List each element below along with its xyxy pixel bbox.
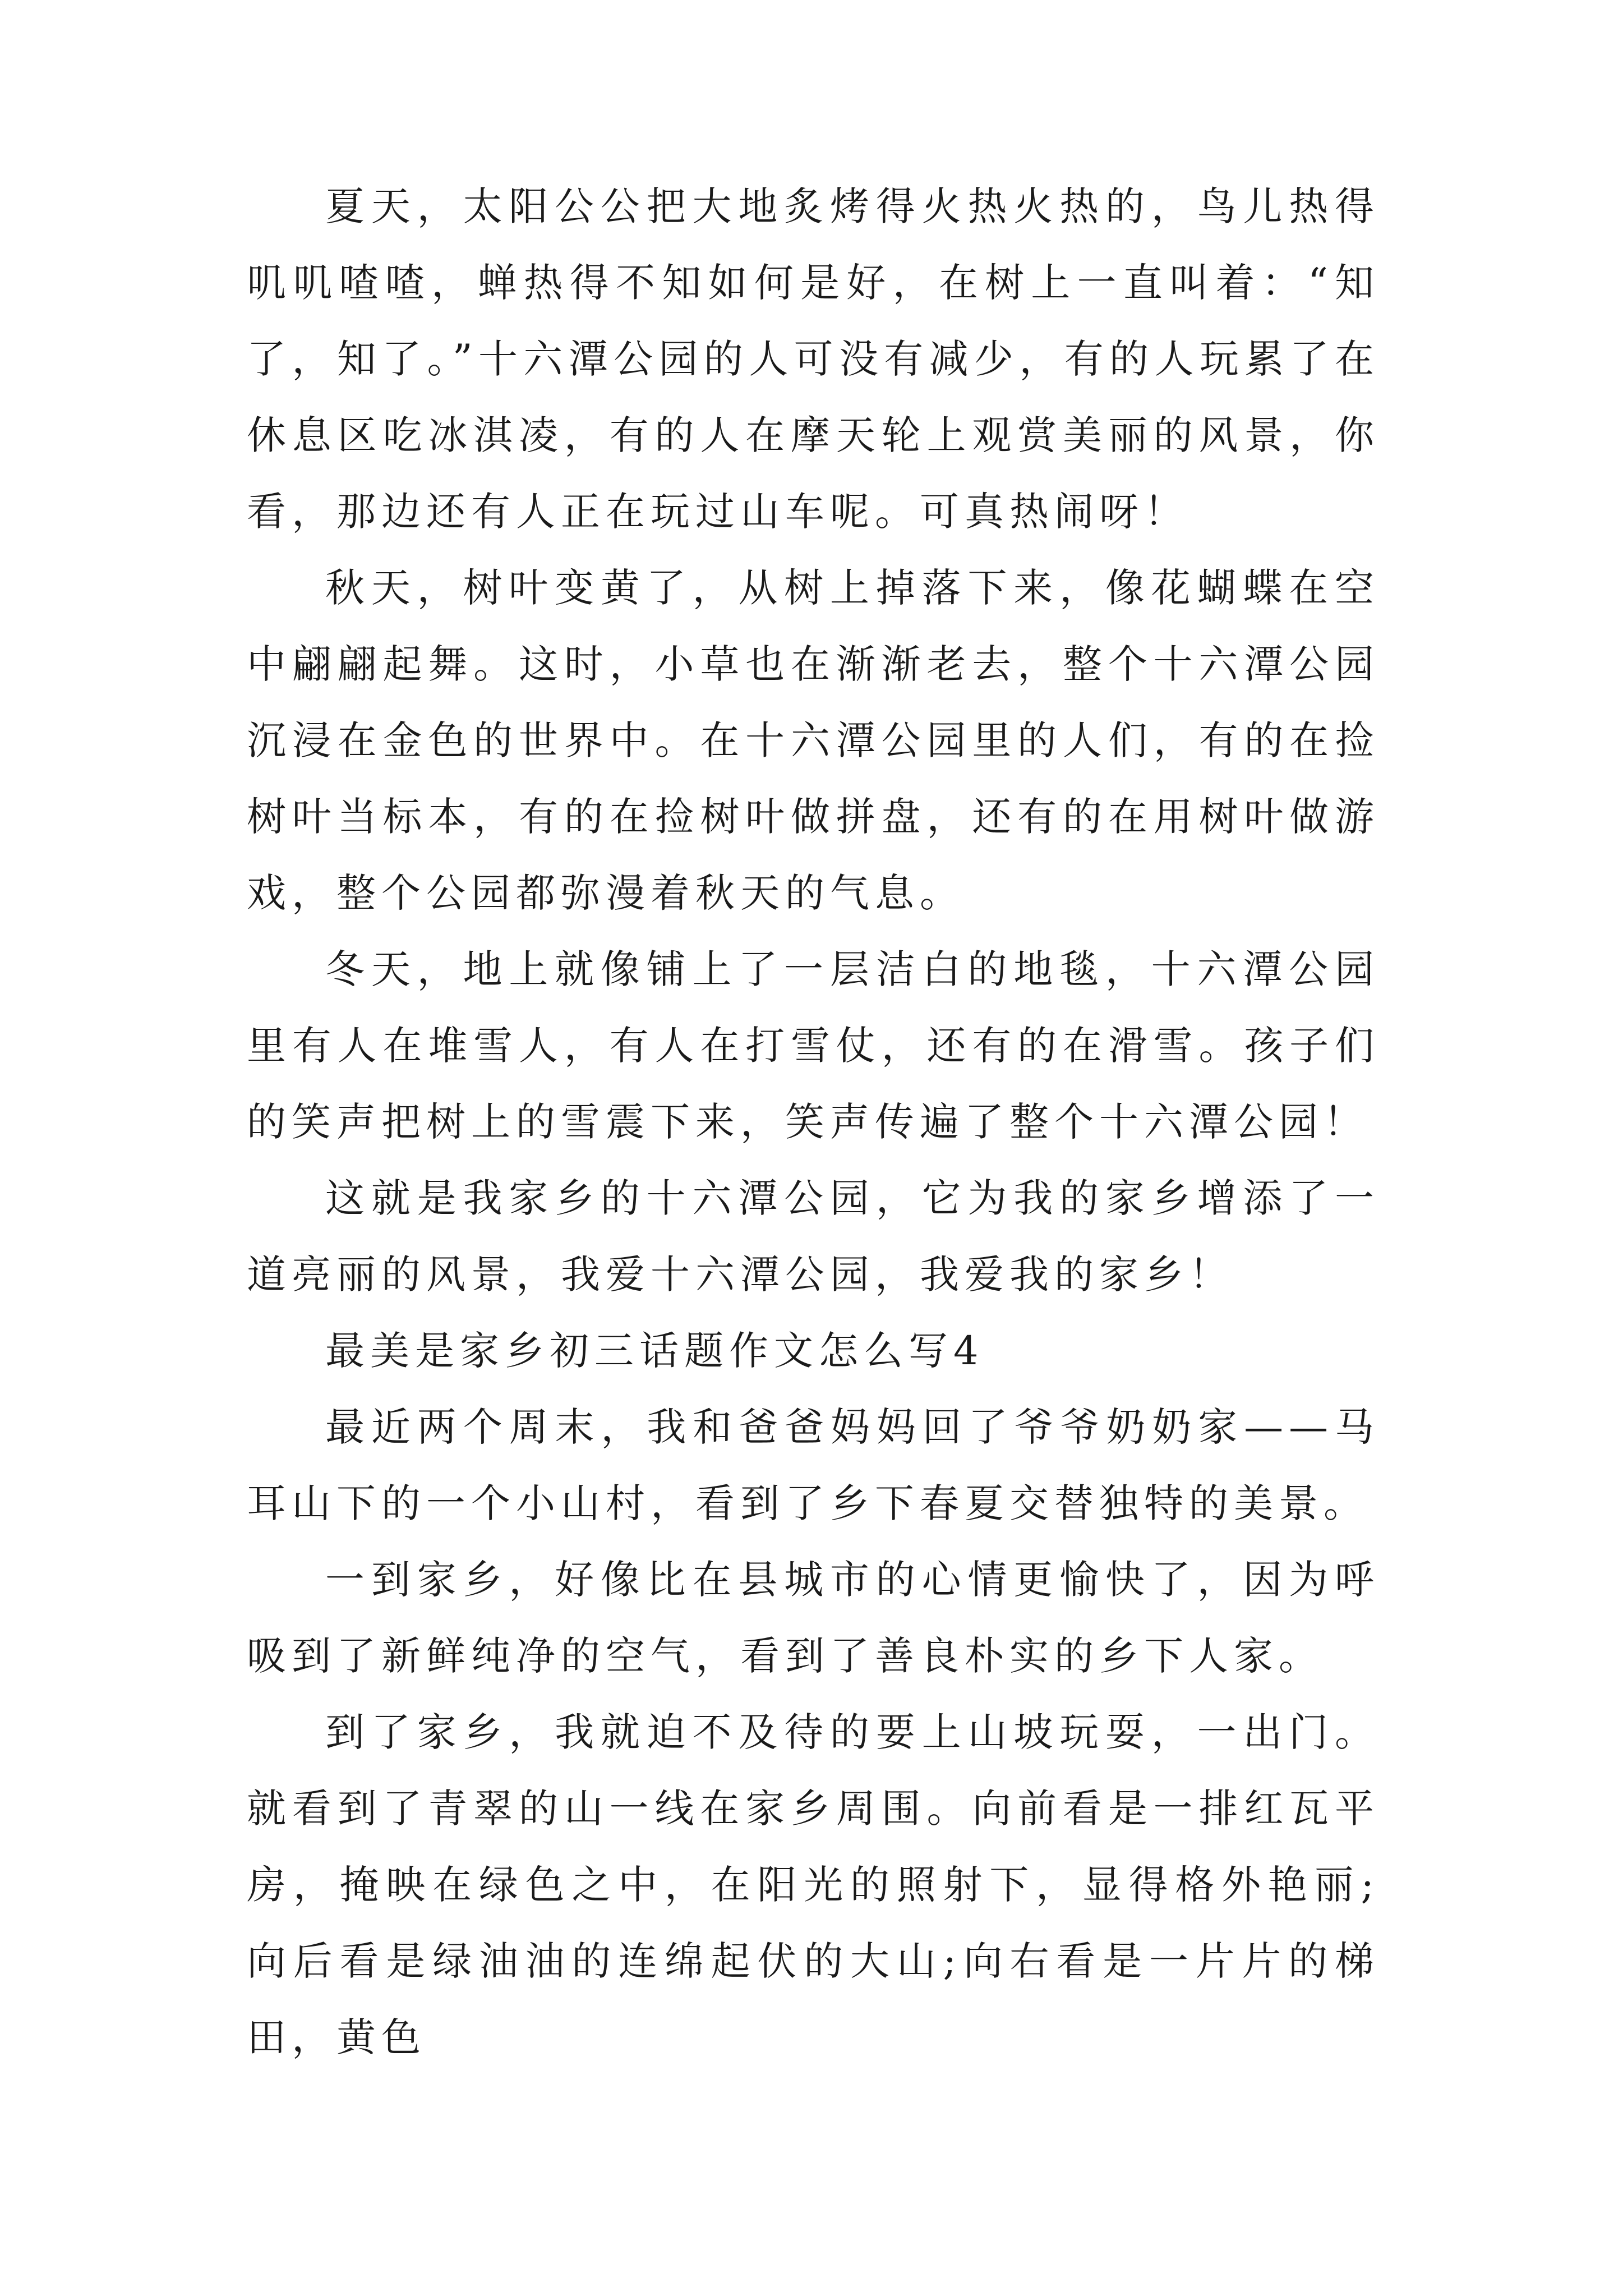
essay-heading: 最美是家乡初三话题作文怎么写4: [325, 1328, 984, 1374]
paragraph-summer: 夏天，太阳公公把大地炙烤得火热火热的，鸟儿热得叽叽喳喳，蝉热得不知如何是好，在树上一直叫着：“知了，知了。”十六潭公园的人可没有减少，有的人玩累了在休息区吃冰淇凌，有的人在摩天轮上观赏美丽的风景，你看，那边还有人正在玩过山车呢。可真热闹呀！: [247, 183, 1380, 535]
paragraph-arrival: 一到家乡，好像比在县城市的心情更愉快了，因为呼吸到了新鲜纯净的空气，看到了善良朴实的乡下人家。: [247, 1557, 1380, 1679]
paragraph-winter: 冬天，地上就像铺上了一层洁白的地毯，十六潭公园里有人在堆雪人，有人在打雪仗，还有的在滑雪。孩子们的笑声把树上的雪震下来，笑声传遍了整个十六潭公园！: [247, 946, 1380, 1145]
paragraph-weekend-trip: 最近两个周末，我和爸爸妈妈回了爷爷奶奶家——马耳山下的一个小山村，看到了乡下春夏交替独特的美景。: [247, 1404, 1380, 1526]
paragraph-conclusion: 这就是我家乡的十六潭公园，它为我的家乡增添了一道亮丽的风景，我爱十六潭公园，我爱我的家乡！: [247, 1175, 1380, 1297]
paragraph-autumn: 秋天，树叶变黄了，从树上掉落下来，像花蝴蝶在空中翩翩起舞。这时，小草也在渐渐老去，整个十六潭公园沉浸在金色的世界中。在十六潭公园里的人们，有的在捡树叶当标本，有的在捡树叶做拼盘，还有的在用树叶做游戏，整个公园都弥漫着秋天的气息。: [247, 565, 1380, 916]
paragraph-scenery: 到了家乡，我就迫不及待的要上山坡玩耍，一出门。就看到了青翠的山一线在家乡周围。向前看是一排红瓦平房，掩映在绿色之中，在阳光的照射下，显得格外艳丽;向后看是绿油油的连绵起伏的大山;向右看是一片片的梯田，黄色: [247, 1709, 1380, 2060]
document-page: [247, 168, 1380, 2076]
